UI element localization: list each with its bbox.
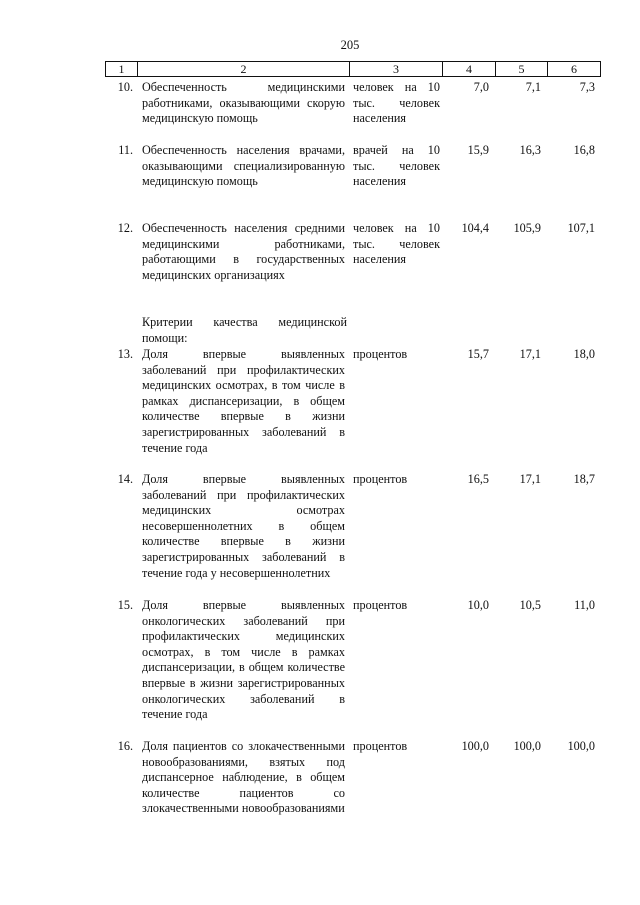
indicator-name: Доля впервые выявленных онкологических заболеваний при профилактических медицинских осмотрах, в том числе в рамках диспансеризации, в общем количестве впервые в жизни зарегистрированных онкологических заболеваний в течение года xyxy=(142,598,345,722)
value-col-6: 11,0 xyxy=(574,598,595,612)
header-col-4: 4 xyxy=(442,62,495,76)
row-number: 16. xyxy=(117,739,133,753)
value-col-4: 15,9 xyxy=(467,143,489,157)
header-col-2: 2 xyxy=(137,62,349,76)
table-row xyxy=(105,739,601,817)
value-col-5: 10,5 xyxy=(519,598,541,612)
table-row xyxy=(105,221,601,283)
row-number: 11. xyxy=(118,143,133,157)
value-col-5: 100,0 xyxy=(513,739,541,753)
table-row xyxy=(105,347,601,456)
table-row xyxy=(105,598,601,723)
value-col-4: 16,5 xyxy=(467,472,489,486)
value-col-5: 105,9 xyxy=(513,221,541,235)
header-col-1: 1 xyxy=(105,62,137,76)
row-number: 12. xyxy=(117,221,133,235)
header-col-6: 6 xyxy=(547,62,601,76)
indicator-name: Обеспеченность медицинскими работниками, оказывающими скорую медицинскую помощь xyxy=(142,80,345,126)
value-col-4: 100,0 xyxy=(461,739,489,753)
indicator-name: Доля пациентов со злокачественными новообразованиями, взятых под диспансерное наблюдение, в общем количестве пациентов со злокачественными новообразованиями xyxy=(142,739,345,816)
value-col-5: 17,1 xyxy=(519,472,541,486)
value-col-6: 16,8 xyxy=(573,143,595,157)
indicator-name: Обеспеченность населения средними медицинскими работниками, работающими в государственных медицинских организациях xyxy=(142,221,345,282)
value-col-5: 17,1 xyxy=(519,347,541,361)
value-col-6: 100,0 xyxy=(567,739,595,753)
value-col-6: 18,7 xyxy=(573,472,595,486)
unit-of-measure: врачей на 10 тыс. человек населения xyxy=(353,143,440,189)
value-col-6: 107,1 xyxy=(567,221,595,235)
header-col-5: 5 xyxy=(495,62,547,76)
row-number: 14. xyxy=(117,472,133,486)
header-col-3: 3 xyxy=(349,62,442,76)
value-col-5: 16,3 xyxy=(519,143,541,157)
table-row xyxy=(105,80,601,127)
row-number: 13. xyxy=(117,347,133,361)
unit-of-measure: человек на 10 тыс. человек населения xyxy=(353,221,440,267)
indicator-name: Доля впервые выявленных заболеваний при профилактических медицинских осмотрах, в том числе в рамках диспансеризации, в общем количестве впервые в жизни зарегистрированных заболеваний в течение года xyxy=(142,347,345,455)
value-col-5: 7,1 xyxy=(525,80,541,94)
value-col-4: 10,0 xyxy=(467,598,489,612)
row-number: 15. xyxy=(117,598,133,612)
section-heading: Критерии качества медицинской помощи: xyxy=(142,315,347,345)
unit-of-measure: процентов xyxy=(353,739,408,753)
value-col-6: 18,0 xyxy=(573,347,595,361)
row-number: 10. xyxy=(117,80,133,94)
unit-of-measure: процентов xyxy=(353,598,408,612)
indicator-name: Доля впервые выявленных заболеваний при профилактических медицинских осмотрах несовершеннолетних в общем количестве впервые в жизни зарегистрированных заболеваний в течение года у несовершеннолетних xyxy=(142,472,345,580)
page-number: 205 xyxy=(340,38,360,52)
value-col-4: 15,7 xyxy=(467,347,489,361)
value-col-6: 7,3 xyxy=(579,80,595,94)
unit-of-measure: процентов xyxy=(353,347,408,361)
unit-of-measure: процентов xyxy=(353,472,408,486)
indicator-name: Обеспеченность населения врачами, оказывающими специализированную медицинскую помощь xyxy=(142,143,345,189)
value-col-4: 104,4 xyxy=(461,221,489,235)
table-row xyxy=(105,143,601,190)
unit-of-measure: человек на 10 тыс. человек населения xyxy=(353,80,440,126)
table-row xyxy=(105,472,601,581)
value-col-4: 7,0 xyxy=(473,80,489,94)
table-header xyxy=(105,61,601,77)
